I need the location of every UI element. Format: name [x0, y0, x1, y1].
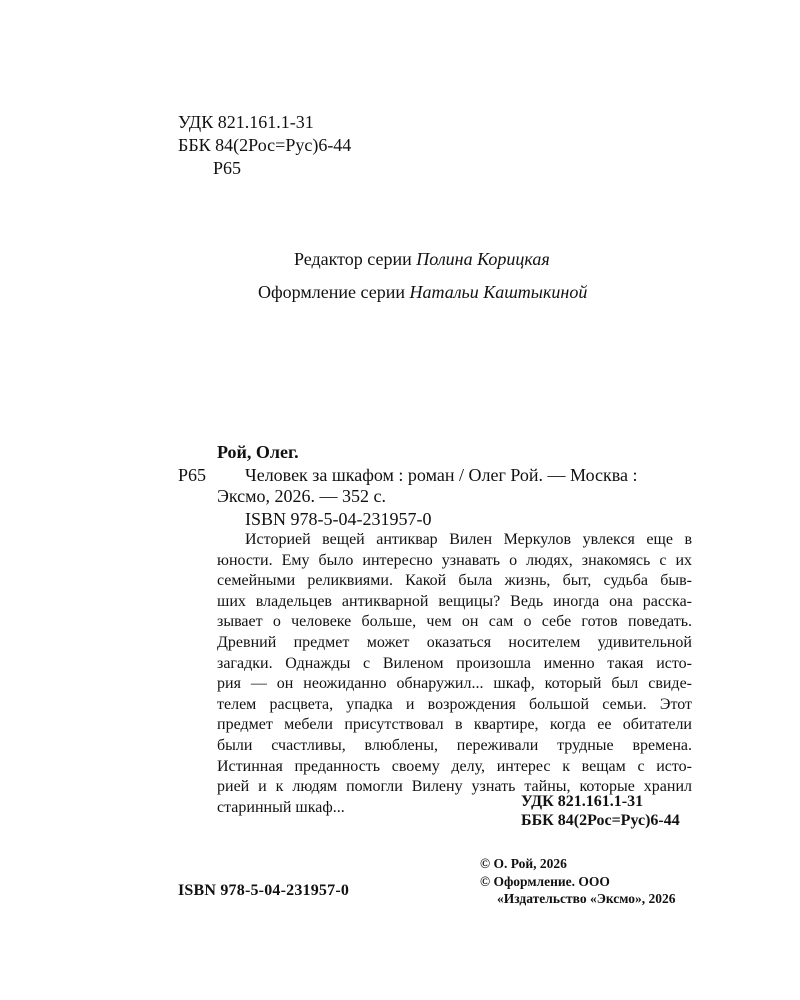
title-description-line-2: Эксмо, 2026. — 352 с.	[217, 486, 387, 506]
annotation-line: старинный шкаф...	[217, 798, 345, 816]
annotation-line: загадки. Однажды с Виленом произошла именно такая исто-	[217, 654, 692, 672]
copyright-block	[480, 855, 676, 908]
annotation-line: Историей вещей антиквар Вилен Меркулов увлекся еще в	[245, 531, 692, 548]
udc-code: УДК 821.161.1-31	[178, 112, 314, 132]
annotation-line: зывает о человеке больше, чем он сам о себе готов поведать.	[217, 613, 692, 631]
bottom-udc-code: УДК 821.161.1-31	[521, 793, 644, 810]
author-mark: Р65	[213, 158, 242, 178]
record-author-mark: Р65	[178, 465, 207, 485]
annotation-line: Истинная преданность своему делу, интерес к вещам с исто-	[217, 757, 692, 775]
annotation-line: юности. Ему было интересно узнавать о людях, знакомясь с их	[217, 551, 692, 569]
copyright-design-line-1: © Оформление. ООО	[480, 873, 610, 889]
copyright-author: © О. Рой, 2026	[480, 856, 567, 871]
annotation-line: Древний предмет может оказаться носителем удивительной	[217, 633, 692, 651]
series-design-credit	[258, 281, 587, 303]
annotation-line: рия — он неожиданно обнаружил... шкаф, который был свиде-	[217, 675, 692, 693]
annotation-line: были счастливы, влюблены, переживали трудные времена.	[217, 736, 692, 754]
annotation	[217, 530, 692, 818]
series-editor-name: Полина Корицкая	[416, 249, 550, 269]
annotation-line: семейными реликвиями. Какой была жизнь, быт, судьба быв-	[217, 572, 692, 590]
annotation-line: телем расцвета, упадка и возрождения большой семьи. Этот	[217, 695, 692, 713]
bbk-code: ББК 84(2Рос=Рус)6-44	[178, 135, 352, 155]
series-editor-credit	[294, 248, 550, 270]
series-editor-label: Редактор серии	[294, 249, 412, 269]
author-heading: Рой, Олег.	[217, 442, 299, 462]
isbn-bottom: ISBN 978-5-04-231957-0	[178, 882, 350, 899]
copyright-design-line-2: «Издательство «Эксмо», 2026	[497, 891, 676, 906]
series-design-label: Оформление серии	[258, 282, 405, 302]
record-isbn: ISBN 978-5-04-231957-0	[245, 509, 432, 529]
bottom-bbk-code: ББК 84(2Рос=Рус)6-44	[521, 812, 680, 829]
title-description-line-1: Человек за шкафом : роман / Олег Рой. — Москва :	[245, 465, 638, 485]
annotation-line: рией и к людям помогли Вилену узнать тайны, которые хранил	[217, 778, 692, 796]
annotation-line: ших владельцев антикварной вещицы? Ведь иногда она расска-	[217, 592, 692, 610]
annotation-line: предмет мебели присутствовал в квартире, когда ее обитатели	[217, 716, 692, 734]
series-design-name: Натальи Каштыкиной	[409, 282, 588, 302]
